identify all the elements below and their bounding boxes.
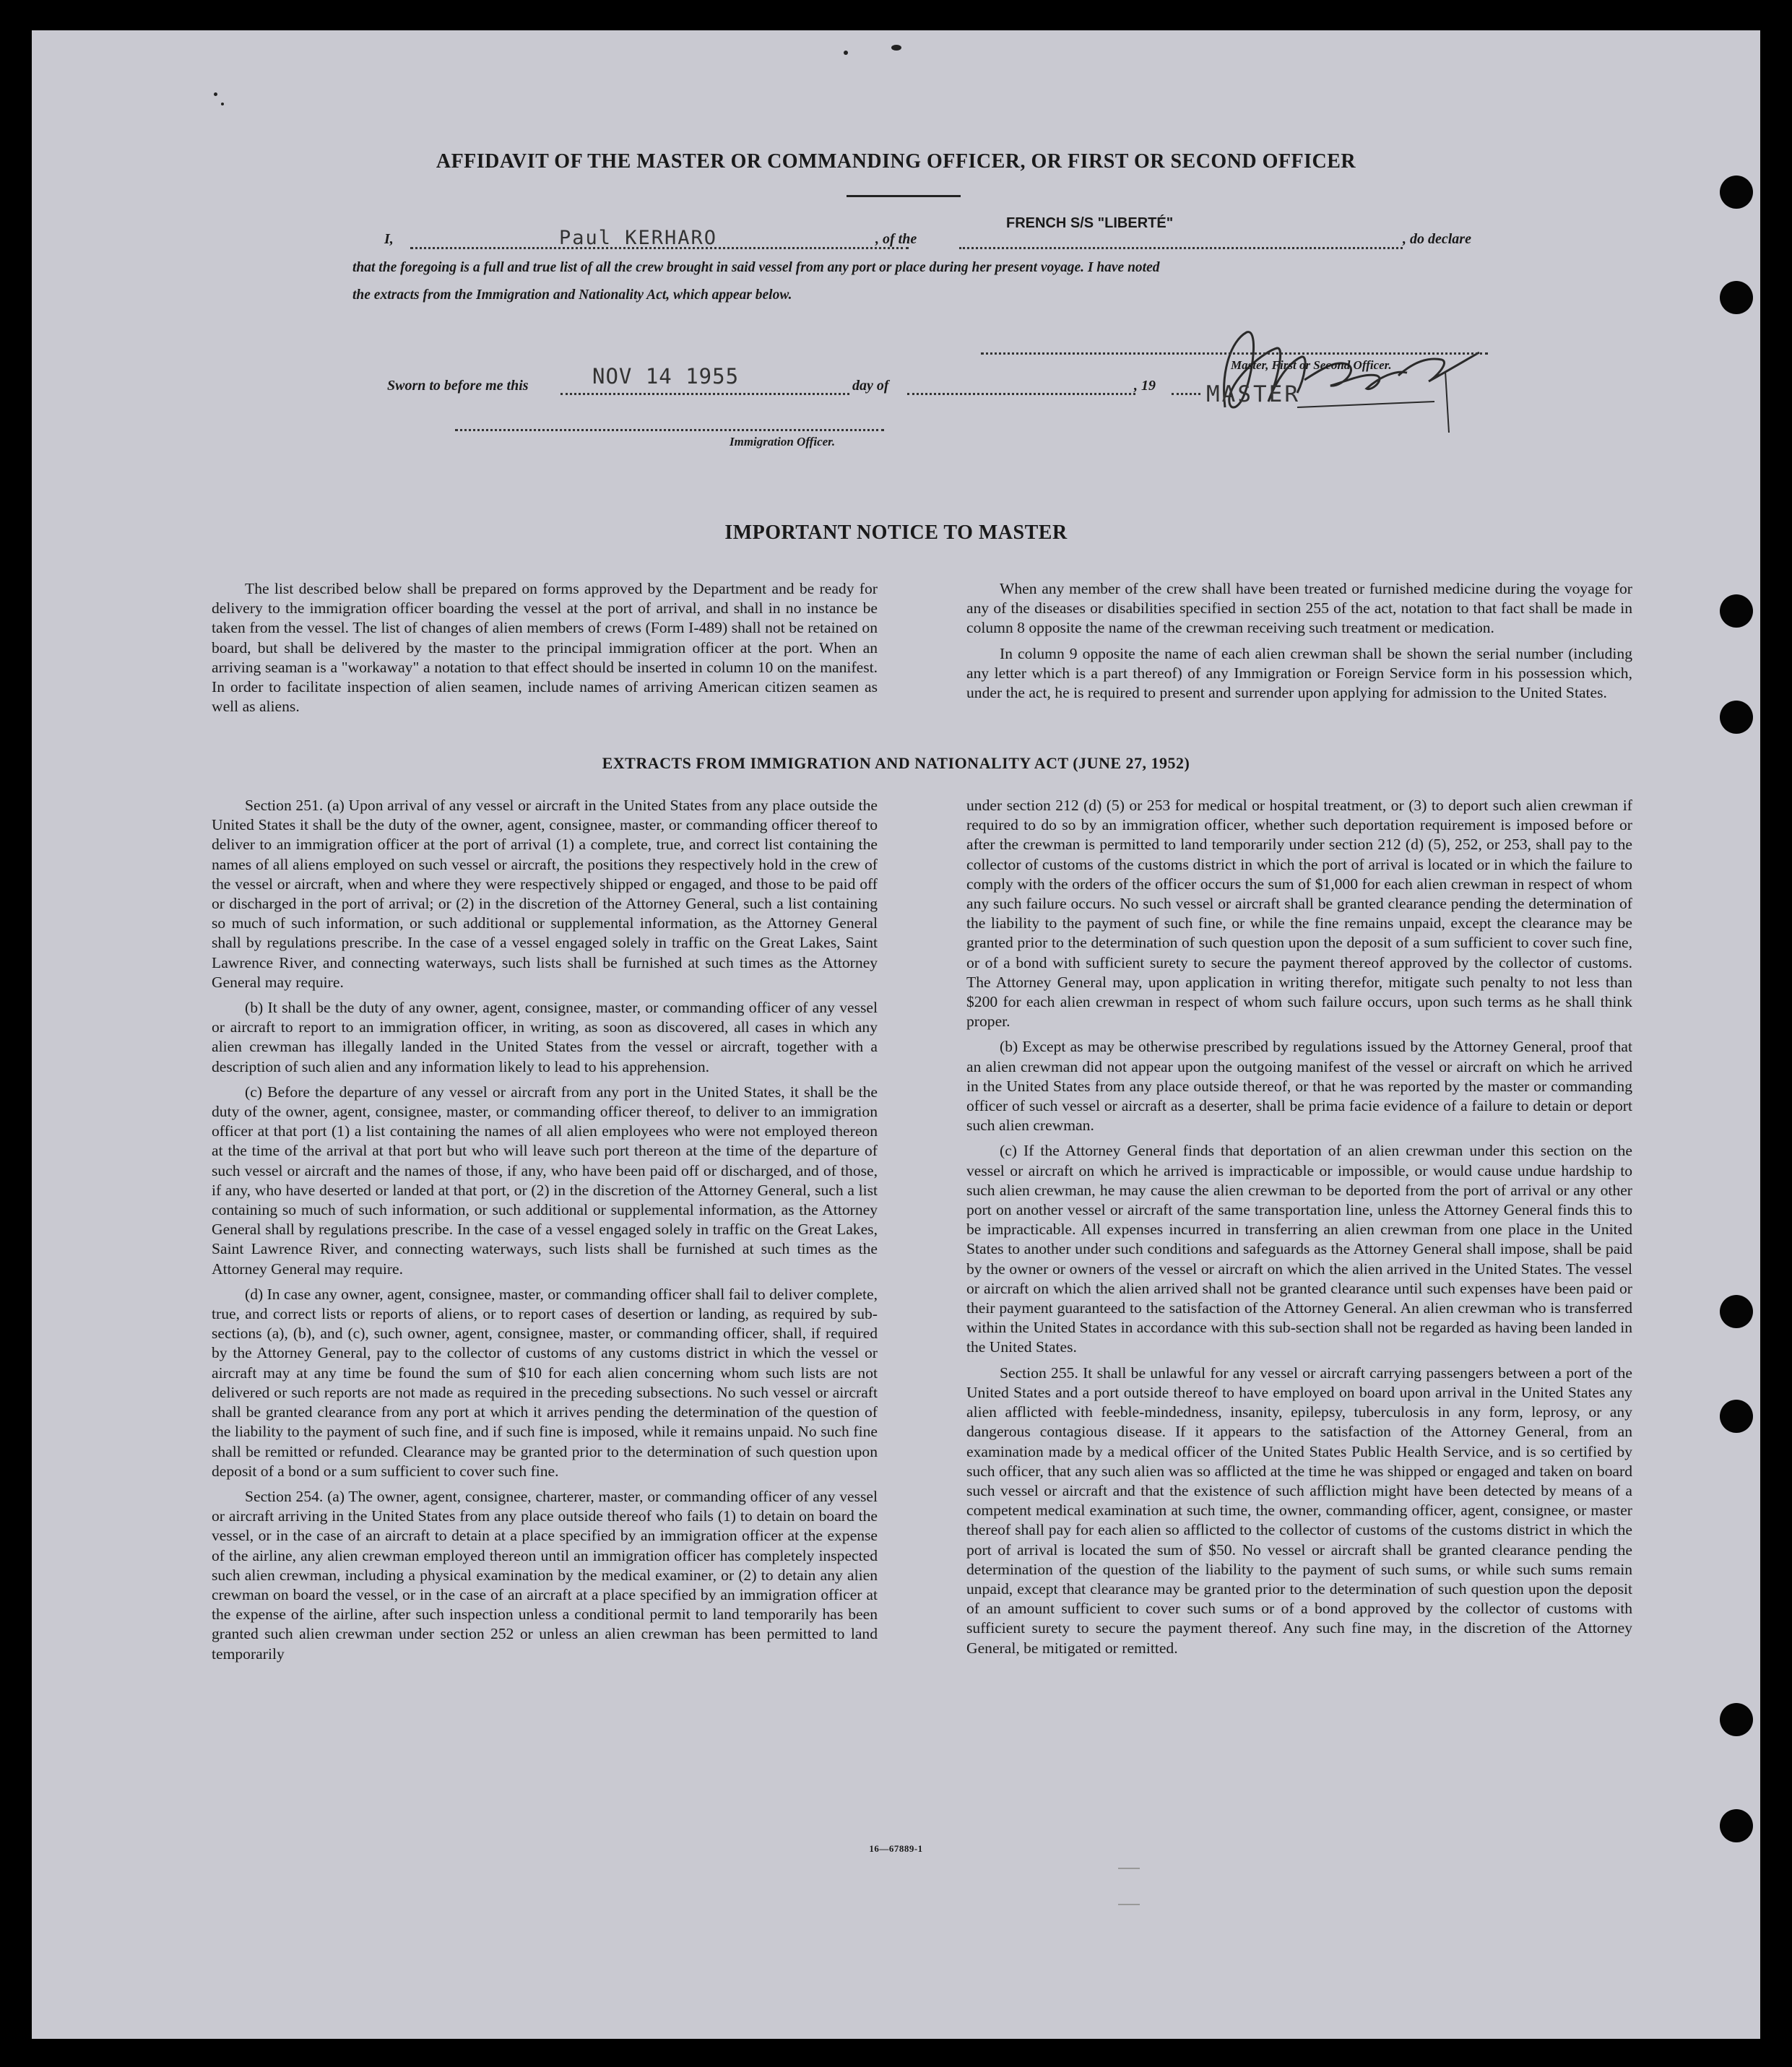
act-paragraph: (b) It shall be the duty of any owner, agent, consignee, master, or commanding officer of any vessel or aircraft to report to an immigration officer, in writing, as soon as discovered, all cases in which any alien crewman has illegally landed in the United States from the vessel or aircraft, together with a description of such alien and any information likely to lead to his apprehension. — [212, 999, 878, 1075]
speck — [221, 103, 224, 105]
act-paragraph: (d) In case any owner, agent, consignee, master, or commanding officer shall fail to deliver complete, true, and correct lists or reports of aliens, or to report cases of desertion or landing, as required by sub-sections (a), (b), and (c), such owner, agent, consignee, master, or commanding officer, shall, if required by the Attorney General, pay to the collector of customs of any customs district in which the vessel or aircraft may at any time be found the sum of $10 for each alien concerning whom such lists are not delivered or such reports are not made as required in the preceding subsections. No such vessel or aircraft shall be granted clearance from any port at which it arrives pending the determination of the question of the liability to the payment of such fine, and if such fine is imposed, while it remains unpaid. No such fine shall be remitted or refunded. Clearance may be granted prior to the determination of such question upon deposit of a bond or a sum sufficient to cover such fine. — [212, 1285, 878, 1480]
binder-hole — [1720, 1703, 1753, 1736]
extracts-right-column — [966, 796, 1632, 1664]
binder-hole — [1720, 701, 1753, 734]
declaration-line-2: that the foregoing is a full and true list of all the crew brought in said vessel from any port or place during her present voyage. I have noted — [352, 260, 1160, 275]
i-label: I, — [384, 231, 394, 247]
declaration-line-3: the extracts from the Immigration and Nationality Act, which appear below. — [352, 287, 792, 303]
act-paragraph: (b) Except as may be otherwise prescribed by regulations issued by the Attorney General, proof that an alien crewman did not appear upon the outgoing manifest of the vessel or aircraft on which he arrived in the United States from any place outside thereof, or that he was reported by the master or commanding officer of such vessel or aircraft as a deserter, shall be prima facie evidence of a failure to detain or deport such alien crewman. — [966, 1038, 1632, 1135]
year-line — [1172, 393, 1200, 395]
sworn-date-stamp: NOV 14 1955 — [592, 364, 740, 389]
act-paragraph: (c) If the Attorney General finds that deportation of an alien crewman under this section on the vessel or aircraft on which he arrived is impracticable or impossible, or would cause undue hardship to such alien crewman, he may cause the alien crewman to be deported from the port of arrival or any other port on another vessel or aircraft of the same transportation line, unless the Attorney General finds this to be impracticable. All expenses incurred in transferring an alien crewman from one place in the United States to another under such conditions and safeguards as the Attorney General shall impose, shall be paid by the owner or owners of the vessel or aircraft on which the alien arrived in the United States. The vessel or aircraft on which the alien arrived shall not be granted clearance until such expenses have been paid or their payment guaranteed to the satisfaction of the Attorney General. An alien crewman who is transferred within the United States in accordance with this sub-section shall not be regarded as having been landed in the United States. — [966, 1142, 1632, 1356]
speck — [891, 45, 901, 51]
extracts-left-column — [212, 796, 878, 1670]
sworn-label: Sworn to before me this — [387, 378, 529, 394]
bleed-mark — [1118, 1868, 1140, 1869]
notice-left-paragraph: The list described below shall be prepared on forms approved by the Department and be ready for delivery to the immigration officer boarding the vessel at the port of arrival, and shall in no instance be taken from the vessel. The list of changes of alien members of crews (Form I-489) shall not be retained on board, but shall be delivered by the master to the principal immigration officer at the port. When an arriving seaman is a "workaway" a notation to that effect should be inserted in column 10 on the manifest. In order to facilitate inspection of alien seamen, include names of arriving American citizen seamen as well as aliens. — [212, 580, 878, 716]
act-paragraph: Section 254. (a) The owner, agent, consignee, charterer, master, or commanding officer of any vessel or aircraft arriving in the United States from any place outside thereof who fails (1) to detain on board the vessel, or in the case of an aircraft to detain at a place specified by an immigration officer at the expense of the airline, any alien crewman employed thereon until an immigration officer has completely inspected such alien crewman, including a physical examination by the medical examiner, or (2) to detain any alien crewman on board the vessel, or in the case of an aircraft at a place specified by an immigration officer at the expense of the airline, after such inspection unless a conditional permit to land temporarily has been granted such alien crewman under section 252 or unless an alien crewman has been permitted to land temporarily — [212, 1487, 878, 1663]
act-paragraph: under section 212 (d) (5) or 253 for medical or hospital treatment, or (3) to deport such alien crewman if required to do so by an immigration officer, whether such deportation requirement is imposed before or after the crewman is permitted to land temporarily under section 212 (d) (5), 252, or 253, shall pay to the collector of customs of the customs district in which the port of arrival is located or in which the failure to comply with the orders of the officer occurs the sum of $1,000 for each alien crewman in respect of whom any such failure occurs. No such vessel or aircraft shall be granted clearance pending the determination of the liability to the payment of such fine, or while the fine remains unpaid, except the clearance may be granted prior to the determination of such question upon the deposit of a sum sufficient to cover such fine, or of a bond with sufficient surety to secure the payment thereof approved by the collector of customs. The Attorney General may, upon application in writing therefor, mitigate such penalty to not less than $200 for each alien crewman in respect of whom such failure occurs, upon such terms as he shall think proper. — [966, 797, 1632, 1031]
day-of-label: day of — [852, 378, 889, 394]
signature-caption: Master, First or Second Officer. — [1231, 358, 1392, 372]
title-rule — [847, 195, 961, 197]
binder-hole — [1720, 281, 1753, 314]
speck — [844, 51, 848, 55]
master-title: MASTER — [1206, 381, 1300, 407]
notice-title: IMPORTANT NOTICE TO MASTER — [724, 521, 1068, 544]
notice-right-paragraph: When any member of the crew shall have been treated or furnished medicine during the voyage for any of the diseases or disabilities specified in section 255 of the act, notation to that fact shall be made in column 8 opposite the name of the crewman receiving such treatment or medication. — [966, 580, 1632, 637]
binder-hole — [1720, 594, 1753, 628]
master-name: Paul KERHARO — [559, 227, 718, 249]
signature-line — [981, 352, 1488, 355]
binder-hole — [1720, 176, 1753, 209]
act-paragraph: (c) Before the departure of any vessel or aircraft from any port in the United States, it shall be the duty of the owner, agent, consignee, master, or commanding officer thereof, to deliver to an immigration officer at that port (1) a list containing the names of all alien employees who were not employed thereon at the time of the arrival at that port but who will leave such port thereon at the time of the departure of such vessel or aircraft and the names of those, if any, who have been paid off or discharged, and of those, if any, who have deserted or landed at that port, or (2) in the discretion of the Attorney General, such a list containing so much of such information, or such additional or supplemental information, as the Attorney General shall by regulations prescribe. In the case of a vessel engaged solely in traffic on the Great Lakes, Saint Lawrence River, and connecting waterways, such lists shall be furnished at such times as the Attorney General may require. — [212, 1083, 878, 1278]
speck — [214, 92, 217, 96]
act-paragraph: Section 255. It shall be unlawful for any vessel or aircraft carrying passengers between a port of the United States and a port outside thereof to have employed on board upon arrival in the United States any alien afflicted with feeble-mindedness, insanity, epilepsy, tuberculosis in any form, leprosy, or any dangerous contagious disease. If it appears to the satisfaction of the Attorney General, from an examination made by a medical officer of the United States Public Health Service, and is so certified by such officer, that any such alien was so afflicted at the time he was shipped or engaged and taken on board such vessel or aircraft and that the existence of such affliction might have been detected by means of a competent medical examination at such time, the owner, commanding officer, agent, consignee, or master thereof shall pay for each alien so afflicted to the collector of customs of the customs district in which the port of arrival is located the sum of $50. No vessel or aircraft shall be granted clearance pending the determination of the question of the liability to the payment of such sums, or while such sums remain unpaid, except that clearance may be granted prior to the determination of such question upon the deposit of an amount sufficient to cover such sums or of a bond approved by the collector of customs with sufficient surety to secure the payment thereof. Any such fine may, in the discretion of the Attorney General, be mitigated or remitted. — [966, 1364, 1632, 1657]
officer-caption: Immigration Officer. — [730, 435, 836, 448]
binder-hole — [1720, 1400, 1753, 1433]
binder-hole — [1720, 1809, 1753, 1842]
officer-signature-line — [455, 429, 884, 431]
form-number: 16—67889-1 — [869, 1843, 923, 1854]
sworn-date-line — [560, 393, 849, 395]
bleed-mark — [1118, 1904, 1140, 1905]
affidavit-title: AFFIDAVIT OF THE MASTER OR COMMANDING OFFICER, OR FIRST OR SECOND OFFICER — [436, 150, 1356, 173]
document-page — [32, 30, 1760, 2039]
year-prefix: , 19 — [1134, 378, 1156, 394]
do-declare-label: , do declare — [1403, 231, 1471, 247]
notice-right-paragraph: In column 9 opposite the name of each alien crewman shall be shown the serial number (including any letter which is a part thereof) of any Immigration or Foreign Service form in his possession which, under the act, he is required to present and surrender upon applying for admission to the United States. — [966, 644, 1632, 702]
notice-right-column — [966, 579, 1632, 708]
notice-left-column — [212, 579, 878, 722]
extracts-title: EXTRACTS FROM IMMIGRATION AND NATIONALITY ACT (JUNE 27, 1952) — [602, 754, 1190, 772]
vessel-line — [959, 247, 1403, 249]
month-line — [907, 393, 1135, 395]
act-paragraph: Section 251. (a) Upon arrival of any vessel or aircraft in the United States from any place outside the United States it shall be the duty of the owner, agent, consignee, master, or commanding officer thereof to deliver to an immigration officer at the port of arrival (1) a complete, true, and correct list containing the names of all aliens employed on such vessel or aircraft, the positions they respectively hold in the crew of the vessel or aircraft, when and where they were respectively shipped or engaged, and those to be paid off or discharged in the port of arrival; or (2) in the discretion of the Attorney General, such a list containing so much of such information, or such additional or supplemental information, as the Attorney General shall by regulations prescribe. In the case of a vessel engaged solely in traffic on the Great Lakes, Saint Lawrence River, and connecting waterways, such lists shall be furnished at such times as the Attorney General may require. — [212, 797, 878, 991]
binder-hole — [1720, 1295, 1753, 1328]
of-the-label: , of the — [875, 231, 917, 247]
vessel-name: FRENCH S/S "LIBERTÉ" — [1006, 215, 1174, 231]
